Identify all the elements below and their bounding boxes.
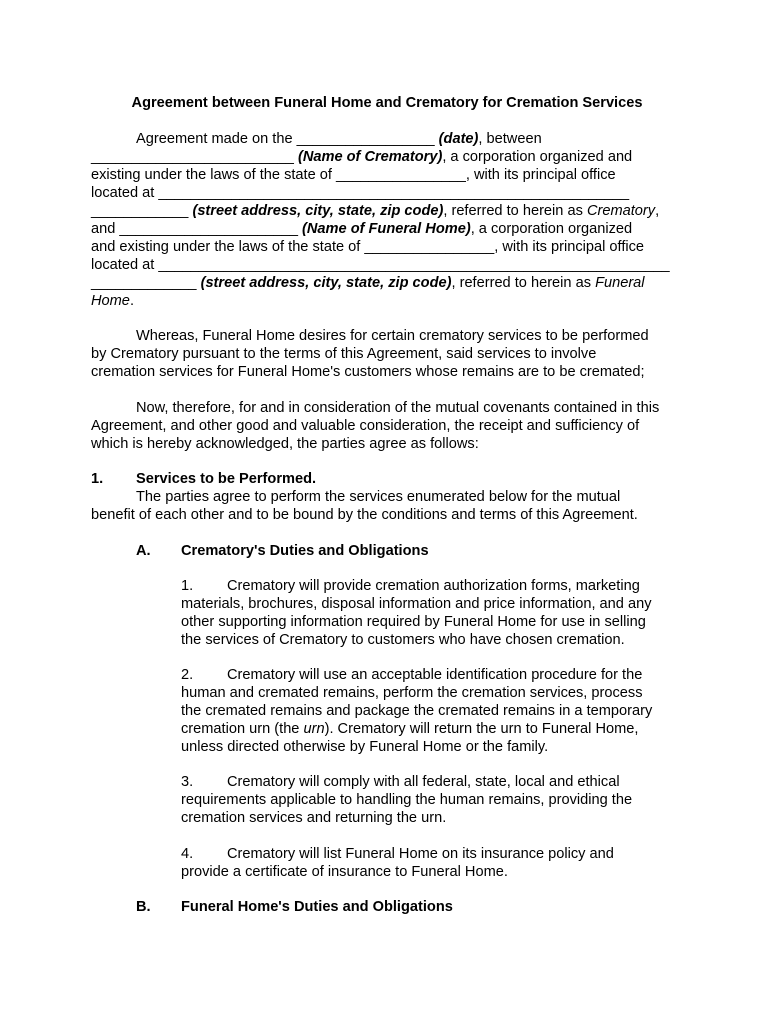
item-a3-line-3: cremation services and returning the urn. (181, 810, 447, 826)
crematory-name-label: (Name of Crematory) (297, 149, 443, 165)
item-a1-number: 1. (181, 578, 194, 594)
preamble-line-2: _________________________ (Name of Crematory), a corporation organized and (91, 149, 633, 165)
item-a2-line-1: Crematory will use an acceptable identification procedure for the (227, 667, 643, 683)
preamble-line-1: Agreement made on the _________________ (date), between (136, 131, 542, 147)
item-a2-line-4: cremation urn (the urn). Crematory will return the urn to Funeral Home, (181, 721, 639, 737)
item-a3-line-1: Crematory will comply with all federal, state, local and ethical (227, 774, 620, 790)
item-a2-number: 2. (181, 667, 194, 683)
whereas-line-2: by Crematory pursuant to the terms of this Agreement, said services to involve (91, 346, 597, 362)
preamble-line-6: and ______________________ (Name of Funeral Home), a corporation organized (91, 221, 633, 237)
date-field-label: (date) (438, 131, 479, 147)
item-a3-line-2: requirements applicable to handling the human remains, providing the (181, 792, 633, 808)
item-a1-line-1: Crematory will provide cremation authorization forms, marketing (227, 578, 640, 594)
section-1-number: 1. (91, 471, 104, 487)
funeral-home-address-label: (street address, city, state, zip code) (200, 275, 452, 291)
section-a-heading: Crematory's Duties and Obligations (181, 543, 429, 559)
item-a4-number: 4. (181, 846, 194, 862)
item-a3-number: 3. (181, 774, 194, 790)
whereas-line-1: Whereas, Funeral Home desires for certain crematory services to be performed (136, 328, 649, 344)
preamble-line-10: Home. (91, 293, 134, 309)
section-b-letter: B. (136, 899, 151, 915)
preamble-line-4: located at __________________________________________________________ (91, 185, 630, 201)
now-therefore-line-1: Now, therefore, for and in consideration of the mutual covenants contained in this (136, 400, 660, 416)
item-a4-line-2: provide a certificate of insurance to Funeral Home. (181, 864, 508, 880)
preamble-line-9: _____________ (street address, city, state, zip code), referred to herein as Funeral (91, 275, 645, 291)
document-title: Agreement between Funeral Home and Crematory for Cremation Services (131, 95, 643, 111)
section-a-letter: A. (136, 543, 151, 559)
item-a1-line-2: materials, brochures, disposal information and price information, and any (181, 596, 652, 612)
now-therefore-line-2: Agreement, and other good and valuable consideration, the receipt and sufficiency of (91, 418, 640, 434)
preamble-line-3: existing under the laws of the state of ________________, with its principal office (91, 167, 616, 183)
item-a2-line-5: unless directed otherwise by Funeral Home or the family. (181, 739, 549, 755)
crematory-address-label: (street address, city, state, zip code) (192, 203, 444, 219)
item-a2-line-2: human and cremated remains, perform the cremation services, process (181, 685, 643, 701)
item-a1-line-3: other supporting information required by Funeral Home for use in selling (181, 614, 646, 630)
whereas-line-3: cremation services for Funeral Home's customers whose remains are to be cremated; (91, 364, 645, 380)
item-a1-line-4: the services of Crematory to customers who have chosen cremation. (181, 632, 625, 648)
preamble-line-7: and existing under the laws of the state of ________________, with its principal office (91, 239, 645, 255)
preamble-line-8: located at _______________________________________________________________ (91, 257, 670, 273)
section-1-line-2: benefit of each other and to be bound by the conditions and terms of this Agreement. (91, 507, 638, 523)
now-therefore-line-3: which is hereby acknowledged, the parties agree as follows: (91, 436, 479, 452)
section-b-heading: Funeral Home's Duties and Obligations (181, 899, 453, 915)
section-1-line-1: The parties agree to perform the services enumerated below for the mutual (136, 489, 621, 505)
funeral-home-name-label: (Name of Funeral Home) (302, 221, 471, 237)
item-a2-line-3: the cremated remains and package the cremated remains in a temporary (181, 703, 653, 719)
section-1-heading: Services to be Performed. (136, 471, 317, 487)
item-a4-line-1: Crematory will list Funeral Home on its insurance policy and (227, 846, 614, 862)
preamble-line-5: ____________ (street address, city, state, zip code), referred to herein as Crematory, (91, 203, 660, 219)
